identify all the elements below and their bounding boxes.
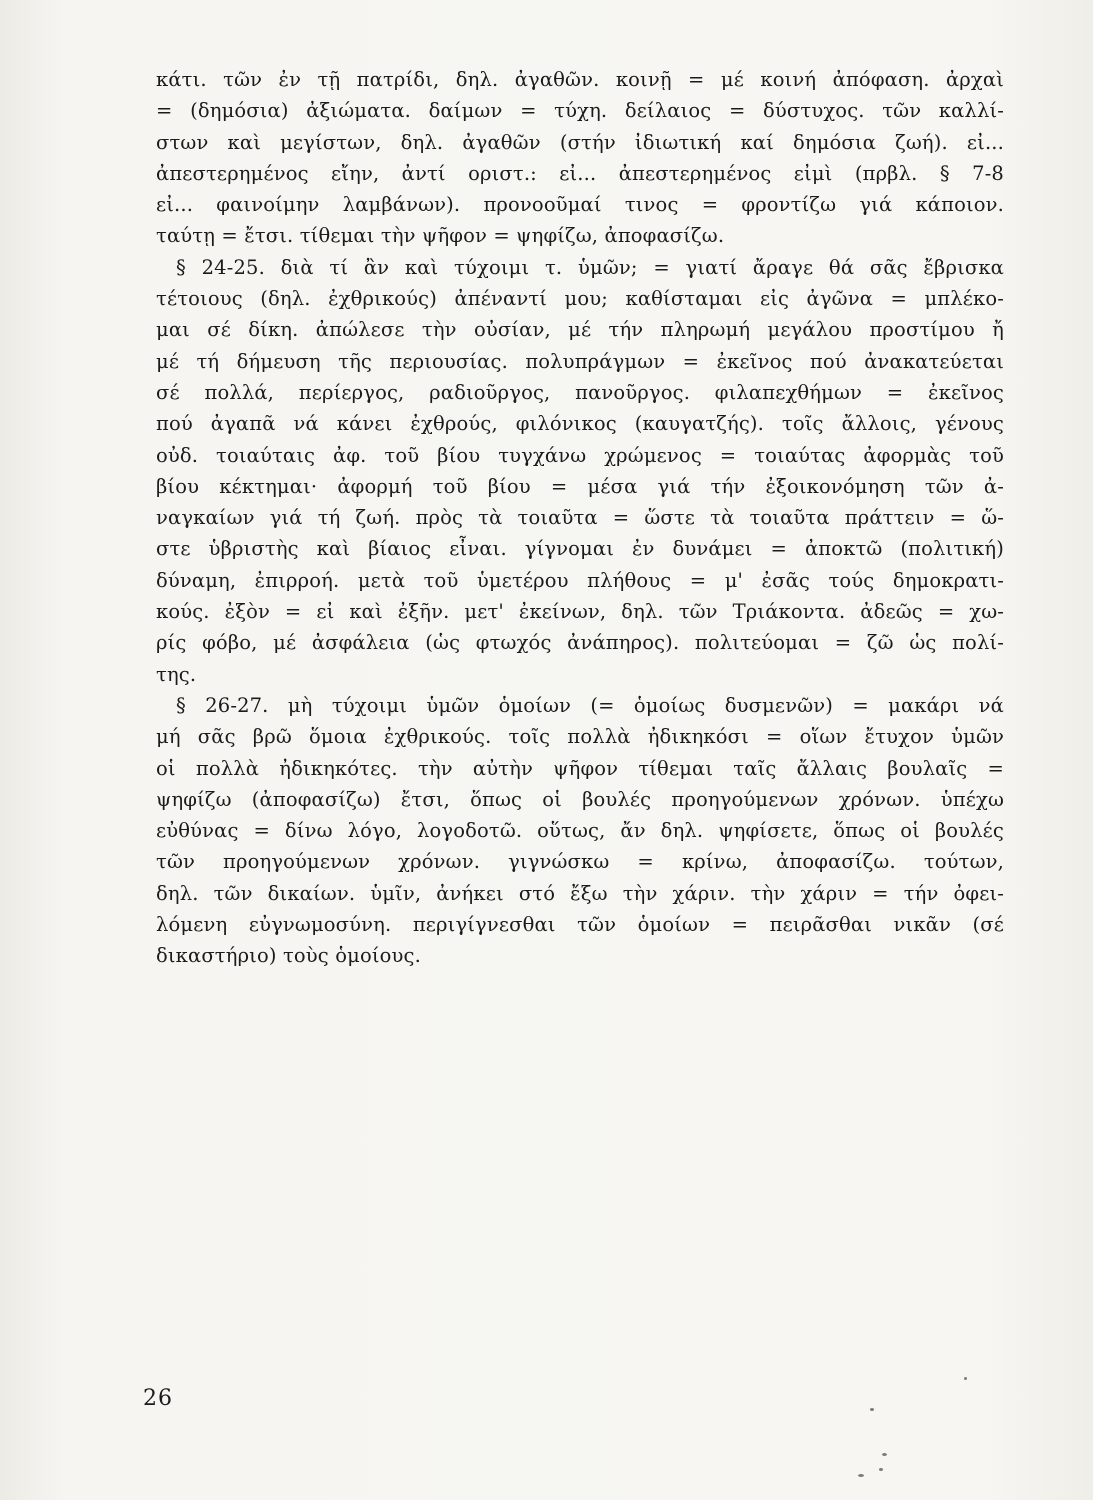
text-line: βίου κέκτημαι· ἀφορμή τοῦ βίου = μέσα γιά τήν ἐξοικονόμηση τῶν ἀ- [156,474,1004,498]
print-speck [964,1377,967,1380]
section-heading-line: § 24-25. διὰ τί ἂν καὶ τύχοιμι τ. ὑμῶν; = γιατί ἄραγε θά σᾶς ἔβρισκα [176,255,1004,279]
text-line: κούς. ἐξὸν = εἰ καὶ ἐξῆν. μετ' ἐκείνων, δηλ. τῶν Τριάκοντα. ἀδεῶς = χω- [156,600,1004,624]
text-line: ταύτῃ = ἔτσι. τίθεμαι τὴν ψῆφον = ψηφίζω, ἀποφασίζω. [156,224,725,248]
text-line: λόμενη εὐγνωμοσύνη. περιγίγνεσθαι τῶν ὁμοίων = πειρᾶσθαι νικᾶν (σέ [156,913,1004,937]
text-line: στε ὑβριστὴς καὶ βίαιος εἶναι. γίγνομαι ἐν δυνάμει = ἀποκτῶ (πολιτική) [156,537,1004,561]
text-line: εἰ... φαινοίμην λαμβάνων). προνοοῦμαί τινος = φροντίζω γιά κάποιον. [156,193,1004,217]
page-number: 26 [143,1386,173,1411]
text-line: εὐθύνας = δίνω λόγο, λογοδοτῶ. οὕτως, ἄν δηλ. ψηφίσετε, ὅπως οἱ βουλές [156,819,1004,843]
text-line: μέ τή δήμευση τῆς περιουσίας. πολυπράγμων = ἐκεῖνος πού ἀνακατεύεται [156,349,1004,373]
text-line: ναγκαίων γιά τή ζωή. πρὸς τὰ τοιαῦτα = ὥστε τὰ τοιαῦτα πράττειν = ὥ- [156,506,1004,530]
print-speck [879,1468,883,1471]
text-line: οἱ πολλὰ ἠδικηκότες. τὴν αὐτὴν ψῆφον τίθεμαι ταῖς ἄλλαις βουλαῖς = [156,756,1004,780]
section-heading-line: § 26-27. μὴ τύχοιμι ὑμῶν ὁμοίων (= ὁμοίως δυσμενῶν) = μακάρι νά [176,693,1004,717]
text-line: της. [156,662,197,686]
text-line: = (δημόσια) ἀξιώματα. δαίμων = τύχη. δείλαιος = δύστυχος. τῶν καλλί- [156,99,1004,123]
commentary-text [156,64,1004,972]
text-line: δικαστήριο) τοὺς ὁμοίους. [156,944,421,968]
text-line: ψηφίζω (ἀποφασίζω) ἔτσι, ὅπως οἱ βουλές προηγούμενων χρόνων. ὑπέχω [156,787,1004,811]
text-line: τῶν προηγούμενων χρόνων. γιγνώσκω = κρίνω, ἀποφασίζω. τούτων, [156,850,1004,874]
text-line: δηλ. τῶν δικαίων. ὑμῖν, ἀνήκει στό ἔξω τὴν χάριν. τὴν χάριν = τήν ὀφει- [156,881,1004,905]
text-line: πού ἀγαπᾶ νά κάνει ἐχθρούς, φιλόνικος (καυγατζής). τοῖς ἄλλοις, γένους [156,412,1004,436]
text-line: δύναμη, ἐπιρροή. μετὰ τοῦ ὑμετέρου πλήθους = μ' ἐσᾶς τούς δημοκρατι- [156,568,1004,592]
text-line: μή σᾶς βρῶ ὅμοια ἐχθρικούς. τοῖς πολλὰ ἠδικηκόσι = οἵων ἔτυχον ὑμῶν [156,725,1004,749]
print-speck [870,1408,874,1411]
print-speck [858,1474,864,1477]
print-speck [882,1453,887,1456]
text-line: μαι σέ δίκη. ἀπώλεσε τὴν οὐσίαν, μέ τήν πληρωμή μεγάλου προστίμου ἤ [156,318,1004,342]
text-line: τέτοιους (δηλ. ἐχθρικούς) ἀπέναντί μου; καθίσταμαι εἰς ἀγῶνα = μπλέκο- [156,287,1004,311]
text-line: οὐδ. τοιαύταις ἀφ. τοῦ βίου τυγχάνω χρώμενος = τοιαύτας ἀφορμὰς τοῦ [156,443,1004,467]
text-line: ἀπεστερημένος εἴην, ἀντί οριστ.: εἰ... ἀπεστερημένος εἰμὶ (πρβλ. § 7-8 [156,161,1004,185]
text-line: ρίς φόβο, μέ ἀσφάλεια (ὡς φτωχός ἀνάπηρος). πολιτεύομαι = ζῶ ὡς πολί- [156,631,1004,655]
text-line: κάτι. τῶν ἐν τῇ πατρίδι, δηλ. ἀγαθῶν. κοινῇ = μέ κοινή ἀπόφαση. ἀρχαὶ [156,68,1004,91]
text-line: σέ πολλά, περίεργος, ραδιοῦργος, πανοῦργος. φιλαπεχθήμων = ἐκεῖνος [156,380,1004,404]
text-line: στων καὶ μεγίστων, δηλ. ἀγαθῶν (στήν ἰδιωτική καί δημόσια ζωή). εἰ... [156,130,1004,154]
